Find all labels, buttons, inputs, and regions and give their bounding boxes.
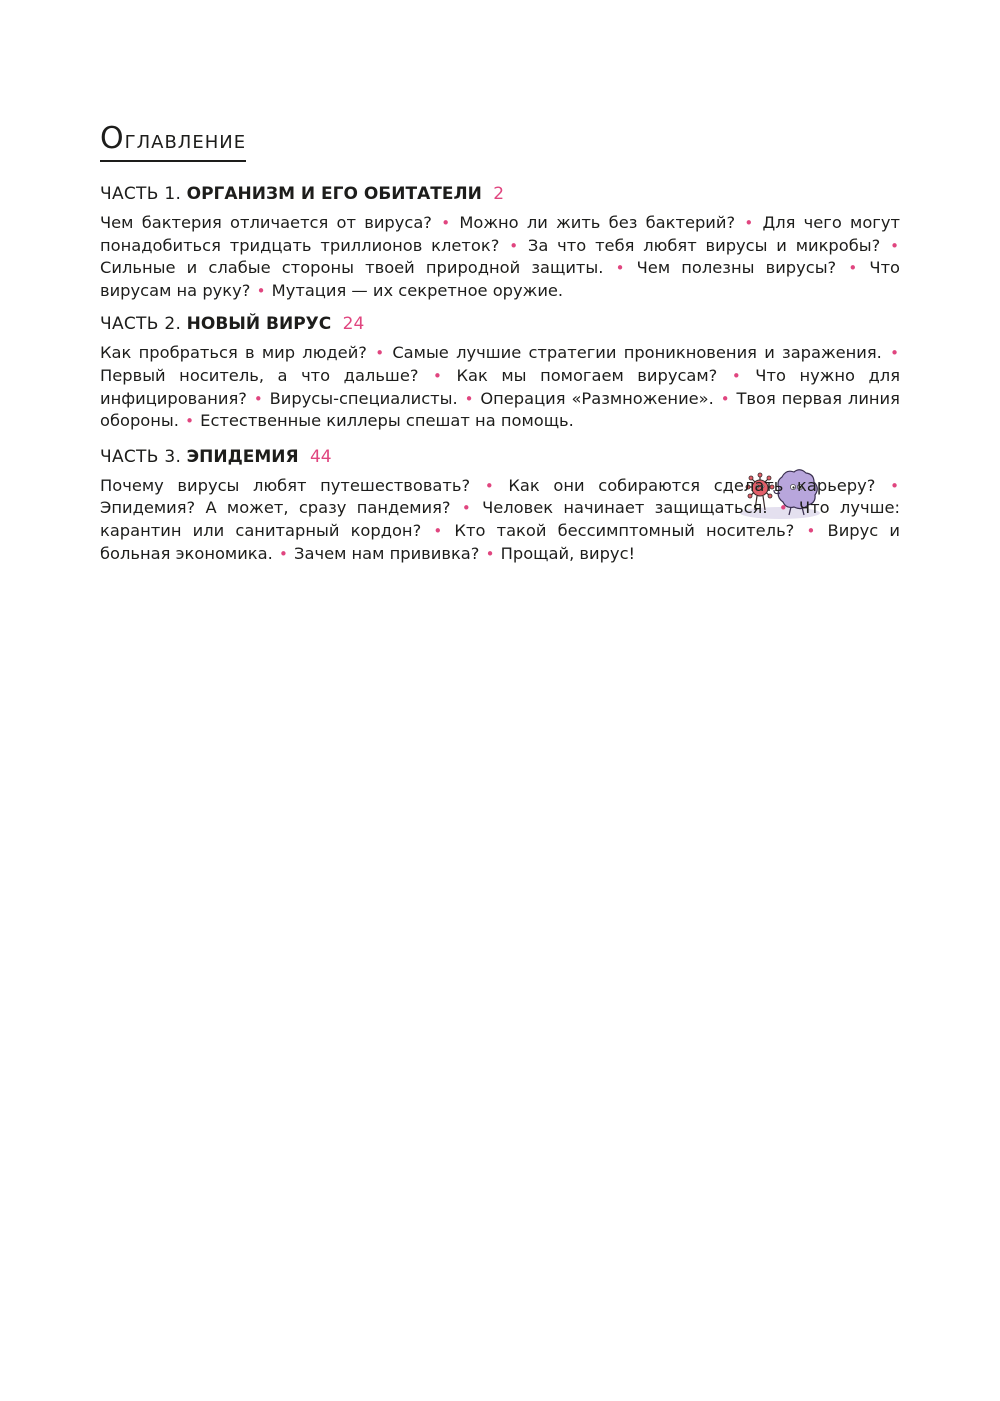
section-prefix: ЧАСТЬ 3. xyxy=(100,446,182,467)
bullet-separator: • xyxy=(441,214,451,232)
bullet-separator: • xyxy=(253,389,263,408)
bullet-separator: • xyxy=(256,281,266,300)
bullet-separator: • xyxy=(806,521,816,540)
topic-item[interactable]: Чем бактерия отличается от вируса? xyxy=(100,213,432,232)
topic-item[interactable]: Как пробраться в мир людей? xyxy=(100,343,367,363)
topic-item[interactable]: За что тебя любят вирусы и микробы? xyxy=(527,235,881,255)
bullet-separator: • xyxy=(890,344,899,363)
topic-item[interactable]: Твоя первая линия обороны. xyxy=(100,388,900,431)
topic-item[interactable]: Операция «Размножение». xyxy=(480,388,714,408)
section-topics xyxy=(100,475,900,565)
topic-item[interactable]: Кто такой бессимптомный носитель? xyxy=(454,520,795,540)
bullet-separator: • xyxy=(433,366,442,385)
bullet-separator: • xyxy=(890,236,899,255)
topic-item[interactable]: Эпидемия? А может, сразу пандемия? xyxy=(100,498,451,518)
topic-item[interactable]: Почему вирусы любят путешествовать? xyxy=(100,475,471,495)
topic-item[interactable]: Сильные и слабые стороны твоей природной защиты. xyxy=(100,258,604,278)
topic-item[interactable]: Зачем нам прививка? xyxy=(294,543,480,563)
section-page-number: 44 xyxy=(309,446,332,467)
topic-item[interactable]: Мутация — их секретное оружие. xyxy=(271,280,564,300)
bullet-separator: • xyxy=(278,544,288,563)
section-topics xyxy=(100,212,900,302)
topic-item[interactable]: Первый носитель, а что дальше? xyxy=(100,365,419,385)
topic-item[interactable]: Прощай, вирус! xyxy=(500,543,636,563)
bullet-separator: • xyxy=(185,412,194,431)
topic-item[interactable]: Человек начинает защищаться. xyxy=(482,498,768,518)
bullet-separator: • xyxy=(461,499,471,518)
bullet-separator: • xyxy=(848,259,858,278)
page-title: Оглавление xyxy=(100,122,246,162)
section-prefix: ЧАСТЬ 2. xyxy=(100,314,182,335)
bullet-separator: • xyxy=(433,521,443,540)
topic-item[interactable]: Как они собираются сделать карьеру? xyxy=(508,475,876,495)
bullet-separator: • xyxy=(615,259,625,278)
section-heading[interactable] xyxy=(100,182,900,206)
toc-page xyxy=(100,122,900,565)
toc-section-2 xyxy=(100,312,900,432)
toc-section-1 xyxy=(100,182,900,302)
section-page-number: 24 xyxy=(342,314,365,335)
section-heading[interactable] xyxy=(100,312,900,336)
bullet-separator: • xyxy=(720,389,730,408)
topic-item[interactable]: Для чего могут понадобиться тридцать триллионов клеток? xyxy=(100,213,900,255)
bullet-separator: • xyxy=(890,476,899,495)
bullet-separator: • xyxy=(485,544,495,563)
section-page-number: 2 xyxy=(493,184,505,204)
section-name: ЭПИДЕМИЯ xyxy=(186,446,299,467)
topic-item[interactable]: Самые лучшие стратегии проникновения и заражения. xyxy=(392,343,882,363)
section-heading[interactable] xyxy=(100,445,900,469)
bullet-separator: • xyxy=(484,476,494,495)
topic-item[interactable]: Как мы помогаем вирусам? xyxy=(456,365,718,385)
bullet-separator: • xyxy=(731,366,741,385)
toc-section-3 xyxy=(100,445,900,565)
section-name: ОРГАНИЗМ И ЕГО ОБИТАТЕЛИ xyxy=(186,184,482,204)
section-topics xyxy=(100,342,900,432)
topic-item[interactable]: Вирус и больная экономика. xyxy=(100,520,900,563)
bullet-separator: • xyxy=(778,499,788,518)
bullet-separator: • xyxy=(464,389,474,408)
bullet-separator: • xyxy=(509,236,519,255)
topic-item[interactable]: Можно ли жить без бактерий? xyxy=(459,213,736,232)
topic-item[interactable]: Вирусы-специалисты. xyxy=(269,388,458,408)
topic-item[interactable]: Что нужно для инфицирования? xyxy=(100,365,901,408)
section-name: НОВЫЙ ВИРУС xyxy=(186,314,332,335)
bullet-separator: • xyxy=(375,344,385,363)
topic-item[interactable]: Что лучше: карантин или санитарный кордон? xyxy=(100,498,900,540)
topic-item[interactable]: Что вирусам на руку? xyxy=(100,258,901,300)
section-prefix: ЧАСТЬ 1. xyxy=(100,184,182,204)
topic-item[interactable]: Естественные киллеры спешат на помощь. xyxy=(200,411,574,431)
bullet-separator: • xyxy=(744,214,754,232)
topic-item[interactable]: Чем полезны вирусы? xyxy=(636,258,837,278)
